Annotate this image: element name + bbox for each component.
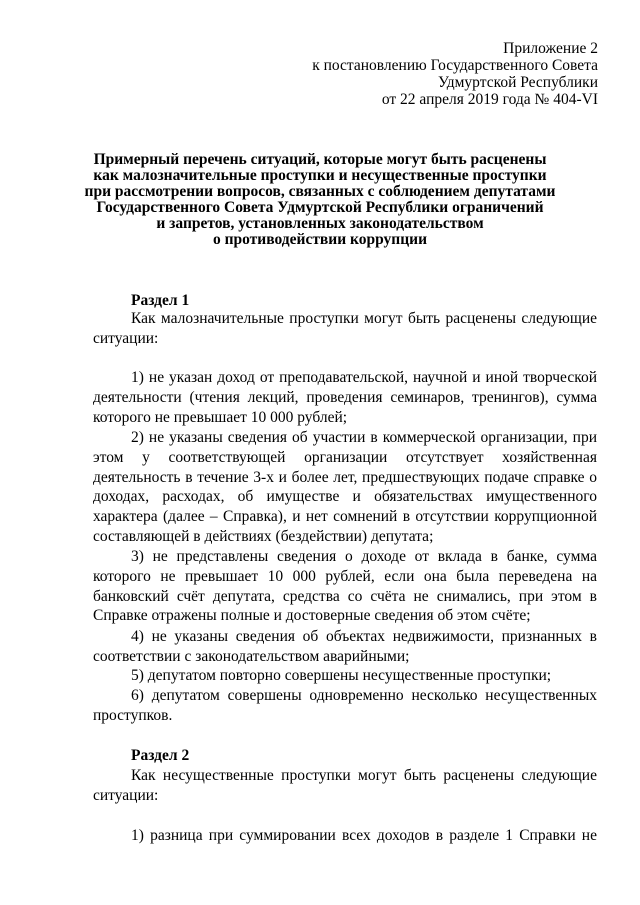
appendix-line: Удмуртской Республики xyxy=(437,74,598,91)
section-2-item-1: 1) разница при суммировании всех доходов в разделе 1 Справки не xyxy=(131,827,597,844)
appendix-line: от 22 апреля 2019 года № 404-VI xyxy=(381,91,598,108)
section-2-intro: Как несущественные проступки могут быть расценены следующие ситуации: xyxy=(93,767,597,804)
title-line: Государственного Совета Удмуртской Республики ограничений xyxy=(96,199,544,216)
title-line: и запретов, установленных законодательством xyxy=(156,215,484,232)
section-1-item-1: 1) не указан доход от преподавательской, научной и иной творческой деятельности (чтения лекций, проведения семинаров, тренингов), сумма которого не превышает 10 000 рублей; xyxy=(93,369,597,426)
title-line: Примерный перечень ситуаций, которые могут быть расценены xyxy=(93,151,547,168)
document-title xyxy=(60,152,580,248)
appendix-line: к постановлению Государственного Совета xyxy=(312,57,598,74)
appendix-line: Приложение 2 xyxy=(503,40,598,57)
section-1-intro: Как малозначительные проступки могут быть расценены следующие ситуации: xyxy=(93,310,597,347)
section-1-heading: Раздел 1 xyxy=(131,292,190,309)
section-1-item-5: 5) депутатом повторно совершены несущественные проступки; xyxy=(131,667,552,684)
title-line: как малозначительные проступки и несущественные проступки xyxy=(93,167,547,184)
title-line: при рассмотрении вопросов, связанных с соблюдением депутатами xyxy=(84,183,556,200)
title-line: о противодействии коррупции xyxy=(212,231,428,248)
section-1-item-4: 4) не указаны сведения об объектах недвижимости, признанных в соответствии с законодательством аварийными; xyxy=(93,628,597,665)
appendix-header xyxy=(312,40,598,108)
section-1-item-3: 3) не представлены сведения о доходе от вклада в банке, сумма которого не превышает 10 000 рублей, если она была переведена на банковский счёт депутата, средства со счёта не снимались, при этом в Справке отражены полные и достоверные сведения об этом счёте; xyxy=(93,548,597,625)
section-1-item-6: 6) депутатом совершены одновременно несколько несущественных проступков. xyxy=(93,687,597,724)
section-1-item-2: 2) не указаны сведения об участии в коммерческой организации, при этом у соответствующей организации отсутствует хозяйственная деятельность в течение 3-х и более лет, предшествующих подаче справке о доходах, расходах, об имуществе и обязательствах имущественного характера (далее – Справка), и нет сомнений в отсутствии коррупционной составляющей в действиях (бездействии) депутата; xyxy=(93,429,597,545)
section-2-heading: Раздел 2 xyxy=(131,747,190,764)
